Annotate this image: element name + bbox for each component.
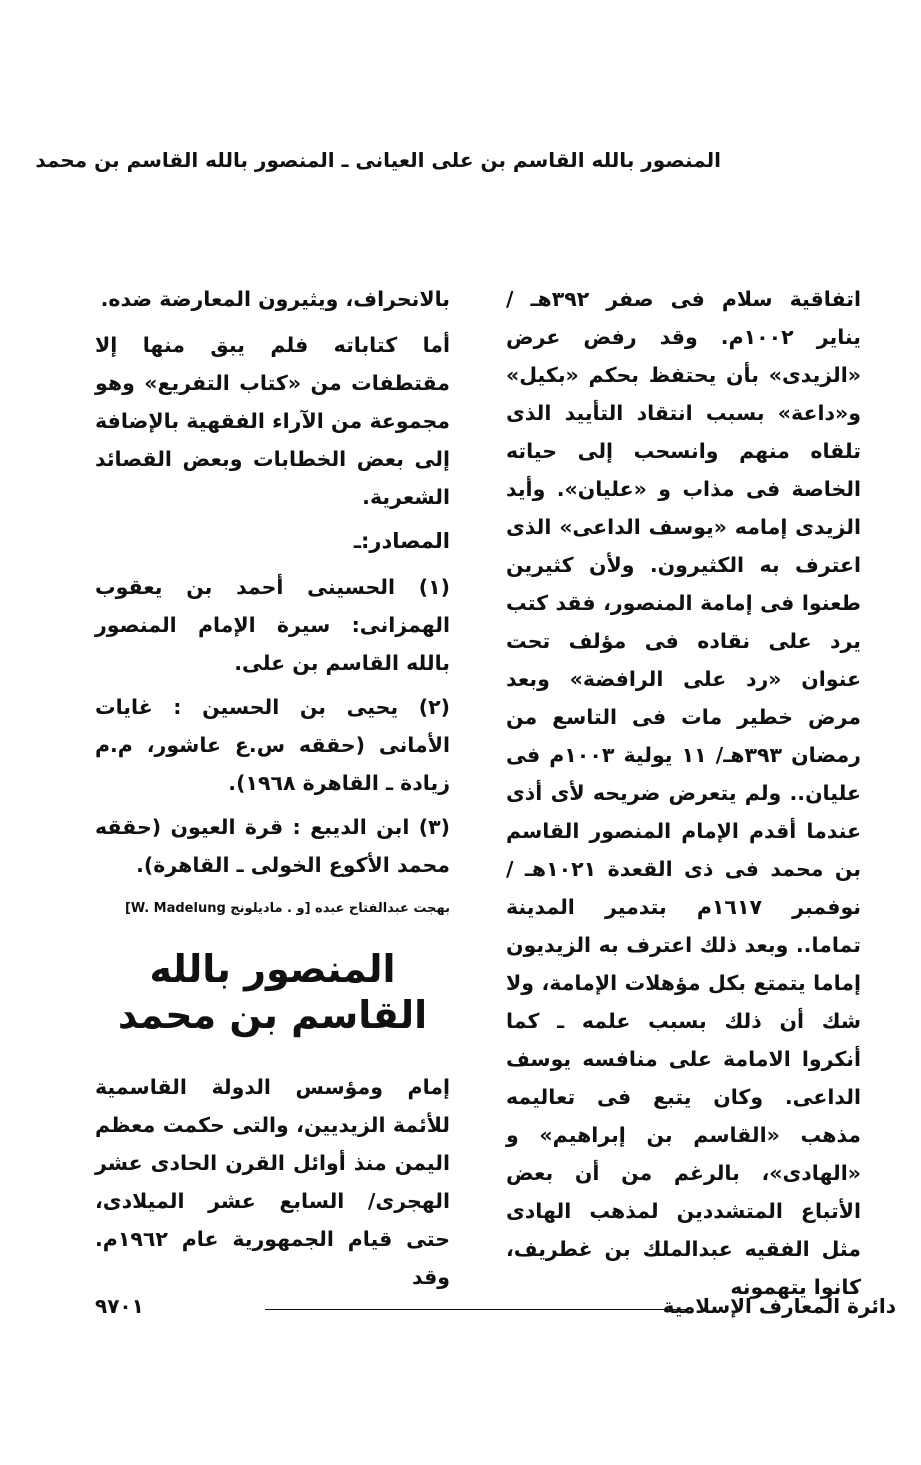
page-footer <box>95 1294 896 1324</box>
right-column <box>506 280 861 1306</box>
author-signature: بهجت عبدالفتاح عبده [و . ماديلونج W. Madelung] <box>124 901 450 916</box>
page-number: ٩٧٠١ <box>95 1294 144 1318</box>
writings-paragraph: أما كتاباته فلم يبق منها إلا مقتطفات من «كتاب التفريع» وهو مجموعة من الآراء الفقهية بالإضافة إلى بعض الخطابات وبعض القصائد الشعرية. <box>95 333 450 509</box>
sources-heading: المصادر:ـ <box>353 529 450 553</box>
source-reference: (١) الحسينى أحمد بن يعقوب الهمزانى: سيرة الإمام المنصور بالله القاسم بن على. <box>95 575 450 675</box>
article-title: المنصور بالله القاسم بن محمد <box>117 947 428 1037</box>
continuation-text: بالانحراف، ويثيرون المعارضة ضده. <box>100 287 450 311</box>
article-intro-paragraph: إمام ومؤسس الدولة القاسمية للأئمة الزيديين، والتى حكمت معظم اليمن منذ أوائل القرن الحادى عشر الهجرى/ السابع عشر الميلادى، حتى قيام الجمهورية عام ١٩٦٢م. وقد <box>95 1075 450 1289</box>
running-header-title: المنصور بالله القاسم بن على العيانى ـ المنصور بالله القاسم بن محمد <box>35 148 721 172</box>
left-column <box>95 280 450 1296</box>
source-reference: (٣) ابن الديبع : قرة العيون (حققه محمد الأكوع الخولى ـ القاهرة). <box>95 815 450 877</box>
source-reference: (٢) يحيى بن الحسين : غايات الأمانى (حققه س.ع عاشور، م.م زيادة ـ القاهرة ١٩٦٨). <box>95 695 450 795</box>
body-paragraph: اتفاقية سلام فى صفر ٣٩٢هـ / يناير ١٠٠٢م. وقد رفض عرض «الزيدى» بأن يحتفظ بحكم «بكيل» و«داعة» بسبب انتقاد التأييد الذى تلقاه منهم وانسحب إلى حياته الخاصة فى مذاب و «عليان». وأيد الزيدى إمامه «يوسف الداعى» الذى اعترف به الكثيرون. ولأن كثيرين طعنوا فى إمامة المنصور، فقد كتب يرد على نقاده فى مؤلف تحت عنوان «رد على الرافضة» وبعد مرض خطير مات فى التاسع من رمضان ٣٩٣هـ/ ١١ يولية ١٠٠٣م فى عليان.. ولم يتعرض ضريحه لأى أذى عندما أقدم الإمام المنصور القاسم بن محمد فى ذى القعدة ١٠٢١هـ / نوفمبر ١٦١٧م بتدمير المدينة تماما.. وبعد ذلك اعترف به الزيديون إماما يتمتع بكل مؤهلات الإمامة، ولا شك أن ذلك بسبب علمه ـ كما أنكروا الامامة على منافسه يوسف الداعى. وكان يتبع فى تعاليمه مذهب «القاسم بن إبراهيم» و «الهادى»، بالرغم من أن بعض الأتباع المتشددين لمذهب الهادى مثل الفقيه عبدالملك بن غطريف، كانوا يتهمونه <box>506 287 862 1299</box>
footer-publication-title: دائرة المعارف الإسلامية <box>662 1294 896 1318</box>
footer-rule <box>265 1309 686 1310</box>
